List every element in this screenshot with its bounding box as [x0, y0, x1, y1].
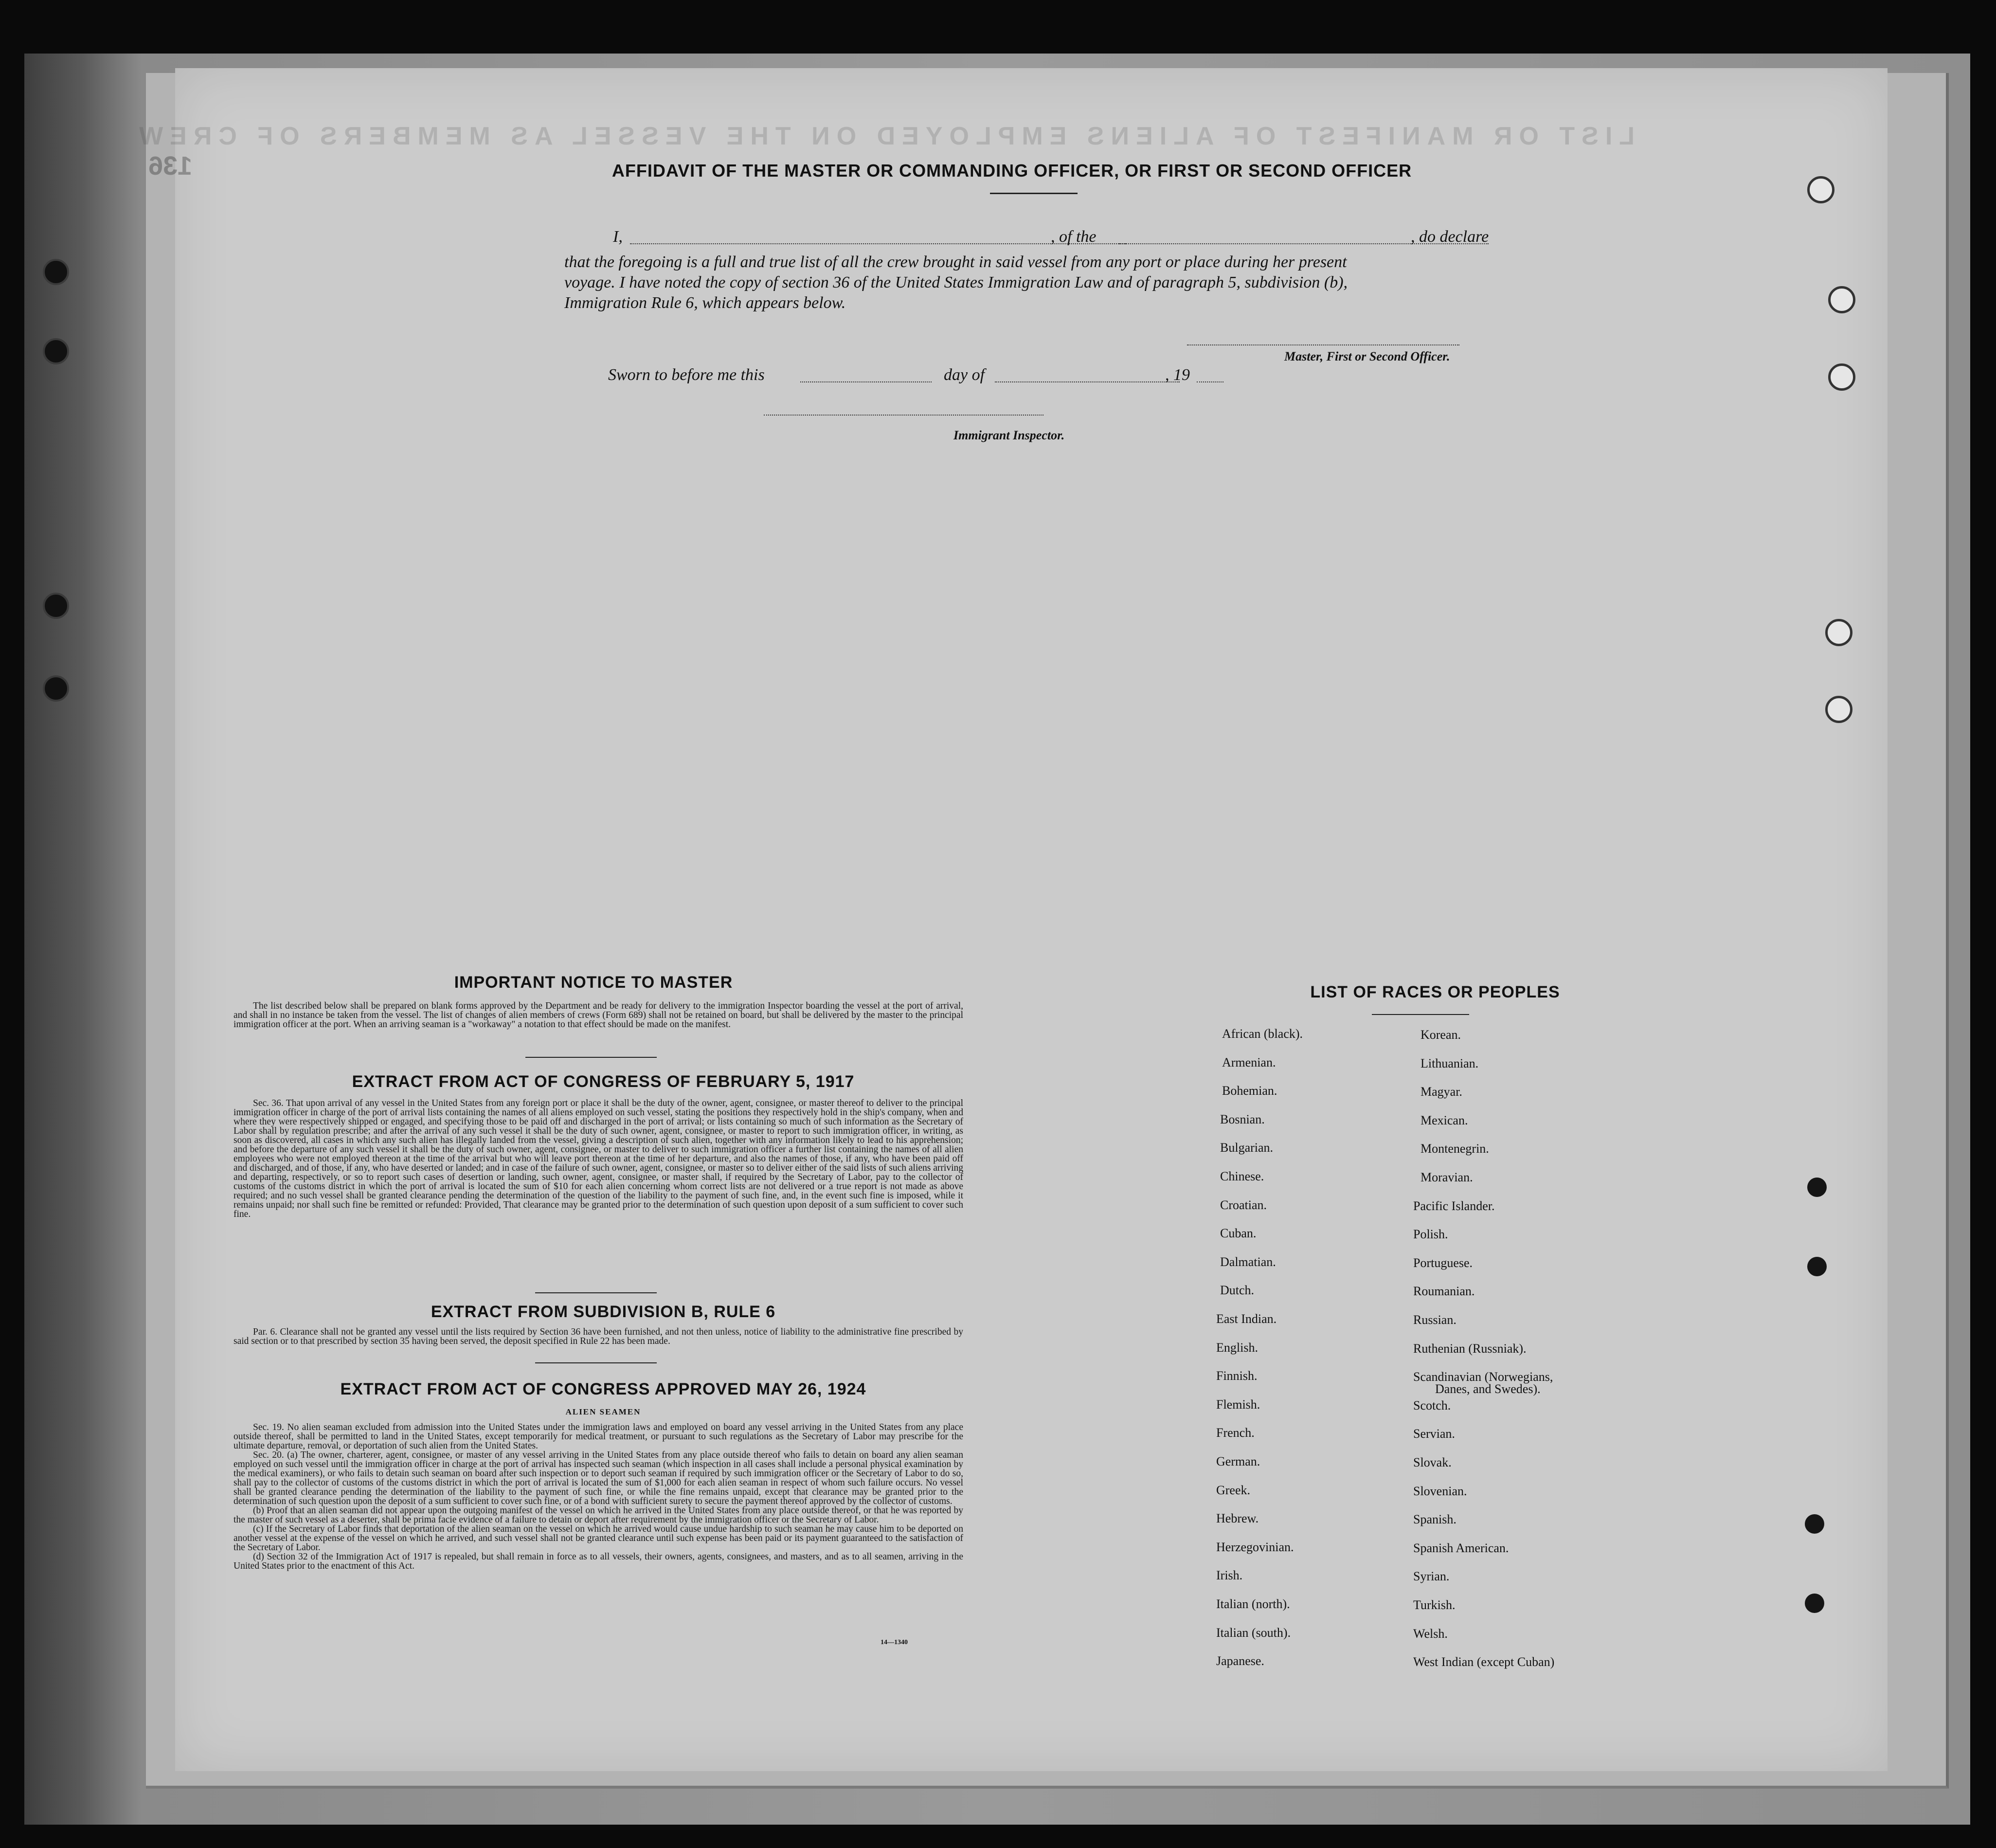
- race-item: Italian (north).: [1216, 1597, 1290, 1611]
- paragraph-6: Par. 6. Clearance shall not be granted any vessel until the lists required by Section 36 have been furnished, and not then unless, notice of liability to the administrative fine prescribed by said section or to that prescribed by section 35 having been served, the deposit specified in Rule 22 has been made.: [234, 1327, 963, 1346]
- race-item: West Indian (except Cuban): [1413, 1655, 1555, 1669]
- binder-hole-icon: [1825, 696, 1852, 723]
- race-item: Herzegovinian.: [1216, 1540, 1294, 1554]
- notice-paragraph: The list described below shall be prepared on blank forms approved by the Department and be ready for delivery to the immigration Inspector boarding the vessel at the port of arrival, and shall in no instance be taken from the vessel. The list of changes of alien members of crews (Form 689) shall not be retained on board, but shall be delivered by the master to the principal immigration officer at the port. When an arriving seaman is a "workaway" a notation to that effect should be made on the manifest.: [234, 1001, 963, 1030]
- race-item: Armenian.: [1222, 1055, 1276, 1069]
- title-rule: [990, 193, 1078, 194]
- race-item: Italian (south).: [1216, 1625, 1291, 1640]
- sworn-day-blank[interactable]: [800, 381, 932, 382]
- master-caption: Master, First or Second Officer.: [1284, 349, 1450, 363]
- binder-hole-icon: [43, 593, 69, 619]
- race-item: Flemish.: [1216, 1397, 1260, 1412]
- affidavit-declare: , do declare: [1411, 228, 1489, 246]
- race-item: Portuguese.: [1413, 1255, 1473, 1270]
- race-item: Dalmatian.: [1220, 1254, 1276, 1269]
- race-item: French.: [1216, 1426, 1255, 1440]
- race-item: Servian.: [1413, 1427, 1455, 1441]
- race-item: Lithuanian.: [1421, 1056, 1479, 1070]
- race-item: Japanese.: [1216, 1654, 1264, 1668]
- race-item: Turkish.: [1413, 1598, 1456, 1612]
- binder-hole-icon: [1828, 363, 1855, 391]
- affidavit-line-4: Immigration Rule 6, which appears below.: [564, 294, 846, 312]
- sworn-line: [608, 366, 1605, 384]
- bleed-through-heading: LIST OR MANIFEST OF ALIENS EMPLOYED ON THE VESSEL AS MEMBERS OF CREW: [132, 122, 1635, 150]
- race-item: Polish.: [1413, 1227, 1448, 1242]
- race-item: Slovenian.: [1413, 1484, 1467, 1498]
- section-20c-paragraph: (c) If the Secretary of Labor finds that deportation of the alien seaman on the vessel on which he arrived would cause undue hardship to such seaman he may cause him to be deported on another vessel at the expense of the vessel on which he arrived, and such vessel shall not be granted clearance until such expense has been paid or its payment guaranteed to the satisfaction of the Secretary of Labor.: [234, 1524, 963, 1553]
- binder-hole-icon: [1807, 176, 1834, 203]
- binder-hole-icon: [1825, 619, 1852, 646]
- binder-hole-icon: [43, 259, 69, 285]
- race-item: Irish.: [1216, 1568, 1243, 1583]
- section-20a-paragraph: Sec. 20. (a) The owner, charterer, agent, consignee, or master of any vessel arriving in the United States from any place outside thereof who fails to detain on board any alien seaman employed on such vessel until the immigration officer in charge at the port of arrival has inspected such seaman (which inspection in all cases shall include a personal physical examination by the medical examiners), or who fails to detain such seaman on board after such inspection or to deport such seaman if required by such immigration officer or the Secretary of Labor to do so, shall pay to the collector of customs of the customs district in which the port of arrival is located the sum of $1,000 for each alien seaman in respect of whom such failure occurs. No vessel shall be granted clearance pending the determination of the liability to the payment of such fine, or while the fine remains unpaid, except that clearance may be granted prior to the determination of such question upon the deposit of a sum sufficient to cover such fine, or of a bond with sufficient surety to secure the payment thereof approved by the collector of customs.: [234, 1450, 963, 1506]
- section-20b-paragraph: (b) Proof that an alien seaman did not appear upon the outgoing manifest of the vessel on which he arrived in the United States from any place outside thereof, or that he was reported by the master of such vessel as a deserter, shall be prima facie evidence of a failure to detain or deport after requirement by the immigration officer or the Secretary of Labor.: [234, 1505, 963, 1525]
- race-item: Cuban.: [1220, 1226, 1257, 1241]
- affidavit-line-2: that the foregoing is a full and true list of all the crew brought in said vessel from any port or place during her present: [564, 253, 1347, 271]
- race-item: Moravian.: [1421, 1170, 1473, 1184]
- race-item: Dutch.: [1220, 1283, 1255, 1298]
- races-title: LIST OF RACES OR PEOPLES: [1310, 983, 1560, 1001]
- binder-hole-icon: [43, 338, 69, 364]
- race-item: Spanish American.: [1413, 1540, 1509, 1555]
- race-item: East Indian.: [1216, 1312, 1277, 1326]
- race-item: German.: [1216, 1454, 1260, 1468]
- race-item-continuation: Danes, and Swedes).: [1435, 1382, 1541, 1396]
- race-item: Bosnian.: [1220, 1112, 1265, 1126]
- race-item: Greek.: [1216, 1483, 1251, 1497]
- subdivision-title: EXTRACT FROM SUBDIVISION B, RULE 6: [431, 1303, 776, 1321]
- races-title-rule: [1372, 1014, 1469, 1015]
- section-rule: [525, 1057, 657, 1058]
- binder-hole-icon: [1828, 286, 1855, 313]
- extract-1917-body: [234, 1099, 963, 1219]
- extract-1917-title: EXTRACT FROM ACT OF CONGRESS OF FEBRUARY 5, 1917: [352, 1072, 855, 1091]
- sworn-year-blank[interactable]: [1197, 381, 1223, 382]
- bleed-through-number: 136: [148, 151, 193, 181]
- race-item: Bulgarian.: [1220, 1141, 1274, 1155]
- binder-hole-icon: [1805, 1514, 1824, 1534]
- race-item: Roumanian.: [1413, 1284, 1475, 1299]
- race-item: Croatian.: [1220, 1197, 1267, 1212]
- race-item: Russian.: [1413, 1313, 1457, 1327]
- master-signature-line[interactable]: [1187, 344, 1459, 345]
- race-item: Montenegrin.: [1421, 1141, 1489, 1156]
- section-19-paragraph: Sec. 19. No alien seaman excluded from admission into the United States under the immigration laws and employed on board any vessel arriving in the United States from any place outside thereof, shall be permitted to land in the United States, except temporarily for medical treatment, or pursuant to such regulations as the Secretary of Labor may prescribe for the ultimate departure, removal, or deportation of such alien from the United States.: [234, 1422, 963, 1451]
- race-item: Ruthenian (Russniak).: [1413, 1341, 1527, 1356]
- section-rule: [535, 1362, 657, 1363]
- race-item: Korean.: [1421, 1028, 1461, 1042]
- race-item: Slovak.: [1413, 1455, 1452, 1469]
- race-item: English.: [1216, 1340, 1258, 1355]
- race-item: Hebrew.: [1216, 1511, 1259, 1526]
- binder-hole-icon: [1807, 1257, 1827, 1276]
- extract-1924-body: [234, 1423, 963, 1571]
- race-item: Pacific Islander.: [1413, 1198, 1495, 1213]
- subdivision-body: [234, 1327, 963, 1346]
- binder-hole-icon: [1807, 1178, 1827, 1197]
- race-item: African (black).: [1222, 1027, 1303, 1041]
- affidavit-of-the: , of the: [1051, 228, 1097, 246]
- race-item: Chinese.: [1220, 1169, 1264, 1183]
- affidavit-line-3: voyage. I have noted the copy of section 36 of the United States Immigration Law and of paragraph 5, subdivision (b),: [564, 273, 1348, 291]
- affidavit-title: AFFIDAVIT OF THE MASTER OR COMMANDING OFFICER, OR FIRST OR SECOND OFFICER: [611, 161, 1412, 181]
- binder-hole-icon: [1805, 1594, 1824, 1613]
- race-item: Mexican.: [1421, 1113, 1468, 1127]
- sworn-text: Sworn to before me this: [608, 366, 765, 384]
- year-prefix: , 19: [1165, 366, 1190, 384]
- race-item: Syrian.: [1413, 1569, 1450, 1584]
- race-item: Finnish.: [1216, 1369, 1258, 1383]
- race-item: Scotch.: [1413, 1398, 1451, 1413]
- section-36-paragraph: Sec. 36. That upon arrival of any vessel in the United States from any foreign port or place it shall be the duty of the owner, agent, consignee, or master thereof to deliver to the principal immigration officer in charge of the port of arrival lists containing the names of all aliens employed on such vessel, stating the positions they respectively hold in the ship's company, when and where they were respectively shipped or engaged, and specifying those to be paid off and discharged in the port of arrival; or lists containing so much of such information as the Secretary of Labor shall by regulation prescribe; and after the arrival of any such vessel it shall be the duty of such owner, agent, consignee, or master to report to such immigration officer, in writing, as soon as discovered, all cases in which any such alien has illegally landed from the vessel, giving a description of such alien, together with any information likely to lead to his apprehension; and before the departure of any such vessel it shall be the duty of such owner, agent, consignee, or master to deliver to such immigration officer a further list containing the names of all alien employees who were not employed thereon at the time of the arrival but who will leave port thereon at the time of her departure, and also the names of those, if any, who have been paid off and discharged, and of those, if any, who have deserted or landed; and in case of the failure of such owner, agent, consignee, or master so to deliver either of the said lists of such aliens arriving and departing, respectively, or so to report such cases of desertion or landing, such owner, agent, consignee, or master shall, if required by the Secretary of Labor, pay to the collector of customs of the customs district in which the port of arrival is located the sum of $10 for each alien concerning whom correct lists are not delivered or a true report is not made as above required; and no such vessel shall be granted clearance pending the determination of the question of the liability to the payment of such fine, and, in the event such fine is imposed, while it remains unpaid; nor shall such fine be remitted or refunded: Provided, That clearance may be granted prior to the determination of such question upon deposit of a sum sufficient to cover such fine.: [234, 1098, 963, 1219]
- section-20d-paragraph: (d) Section 32 of the Immigration Act of 1917 is repealed, but shall remain in force as to all vessels, their owners, agents, consignees, and masters, and as to all seamen, arriving in the United States prior to the enactment of this Act.: [234, 1552, 963, 1571]
- sworn-month-blank[interactable]: [995, 381, 1180, 382]
- binder-hole-icon: [43, 675, 69, 702]
- race-item: Scandinavian (Norwegians,: [1413, 1370, 1553, 1384]
- notice-body: [234, 1001, 963, 1029]
- inspector-signature-line[interactable]: [764, 415, 1043, 416]
- day-of-text: day of: [944, 366, 985, 384]
- notice-title: IMPORTANT NOTICE TO MASTER: [454, 973, 733, 992]
- race-item: Spanish.: [1413, 1512, 1457, 1527]
- race-item: Bohemian.: [1222, 1084, 1277, 1098]
- section-rule: [535, 1292, 657, 1293]
- race-item: Welsh.: [1413, 1626, 1448, 1641]
- affidavit-i: I,: [613, 228, 623, 246]
- inspector-caption: Immigrant Inspector.: [953, 428, 1065, 442]
- race-item: Magyar.: [1421, 1085, 1462, 1099]
- form-number: 14—1340: [881, 1639, 908, 1646]
- extract-1924-title: EXTRACT FROM ACT OF CONGRESS APPROVED MAY 26, 1924: [340, 1380, 866, 1398]
- alien-seamen-subtitle: ALIEN SEAMEN: [565, 1407, 641, 1416]
